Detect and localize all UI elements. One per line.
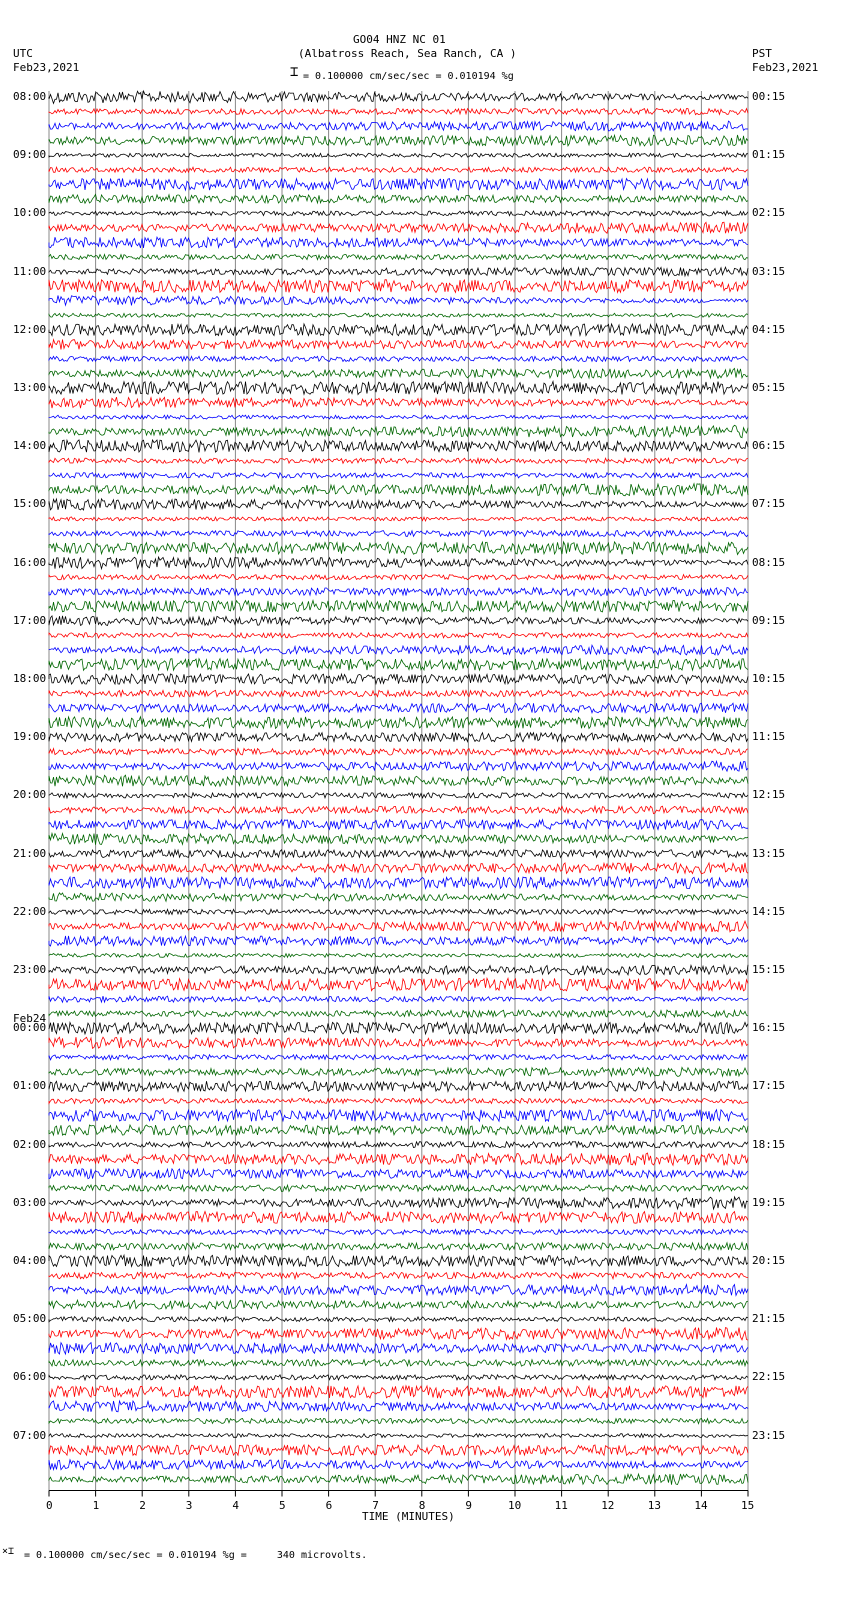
left-hour-label: 07:00 — [13, 1428, 47, 1442]
trace-25 — [49, 458, 748, 463]
left-hour-label: 19:00 — [13, 730, 47, 744]
footer-scale-text: = 0.100000 cm/sec/sec = 0.010194 %g = 340 microvolts. — [24, 1550, 368, 1561]
right-hour-label: 02:15 — [752, 206, 786, 220]
trace-30 — [49, 530, 748, 536]
scale-text: = 0.100000 cm/sec/sec = 0.010194 %g — [303, 71, 514, 82]
right-hour-label: 06:15 — [752, 439, 786, 453]
right-hour-label: 12:15 — [752, 788, 786, 802]
right-hour-label: 16:15 — [752, 1021, 786, 1035]
trace-63 — [49, 1010, 748, 1017]
trace-80 — [49, 1255, 748, 1266]
trace-88 — [49, 1375, 748, 1380]
trace-52 — [49, 850, 748, 858]
trace-87 — [49, 1360, 748, 1367]
right-hour-label: 17:15 — [752, 1079, 786, 1093]
trace-84 — [49, 1317, 748, 1322]
trace-86 — [49, 1343, 748, 1354]
x-tick-label: 7 — [372, 1498, 379, 1512]
date-change-label: Feb24 — [13, 1012, 47, 1025]
left-hour-label: 13:00 — [13, 381, 47, 394]
right-hour-label: 22:15 — [752, 1370, 786, 1384]
x-tick-label: 0 — [46, 1498, 53, 1512]
trace-4 — [49, 153, 748, 157]
trace-2 — [49, 121, 748, 131]
trace-47 — [49, 775, 748, 786]
x-tick-label: 15 — [741, 1498, 755, 1512]
left-hour-label: 04:00 — [13, 1254, 47, 1267]
left-hour-label: 02:00 — [13, 1137, 47, 1151]
trace-13 — [49, 280, 748, 293]
right-hour-label: 05:15 — [752, 381, 786, 394]
trace-27 — [49, 484, 748, 497]
trace-3 — [49, 135, 748, 146]
trace-90 — [49, 1401, 748, 1412]
left-hour-label: 06:00 — [13, 1370, 47, 1384]
left-hour-label: 15:00 — [13, 497, 47, 511]
trace-62 — [49, 996, 748, 1002]
trace-77 — [49, 1212, 748, 1224]
trace-15 — [49, 313, 748, 317]
left-hour-label: 20:00 — [13, 788, 47, 802]
trace-81 — [49, 1272, 748, 1279]
chart-title: GO04 HNZ NC 01 — [353, 33, 446, 46]
left-hour-label: 10:00 — [13, 206, 47, 220]
x-tick-label: 3 — [185, 1498, 193, 1512]
x-tick-label: 8 — [418, 1498, 426, 1512]
x-axis-label: TIME (MINUTES) — [362, 1510, 455, 1523]
trace-64 — [49, 1022, 748, 1034]
trace-83 — [49, 1300, 748, 1309]
right-hour-label: 07:15 — [752, 497, 786, 511]
left-timezone-label: UTC — [13, 47, 33, 60]
trace-89 — [49, 1386, 748, 1398]
left-hour-label: 11:00 — [13, 264, 47, 278]
trace-26 — [49, 473, 748, 478]
trace-39 — [49, 659, 748, 671]
trace-56 — [49, 909, 748, 914]
trace-32 — [49, 557, 748, 569]
trace-85 — [49, 1328, 748, 1341]
trace-29 — [49, 517, 748, 521]
trace-66 — [49, 1055, 748, 1060]
right-hour-label: 14:15 — [752, 904, 786, 918]
trace-65 — [49, 1037, 748, 1048]
trace-60 — [49, 965, 748, 975]
trace-68 — [49, 1081, 748, 1091]
trace-31 — [49, 542, 748, 555]
trace-35 — [49, 601, 748, 613]
trace-44 — [49, 733, 748, 742]
left-hour-label: 00:00 — [13, 1021, 47, 1035]
trace-71 — [49, 1125, 748, 1135]
right-date-label: Feb23,2021 — [752, 61, 819, 74]
right-hour-label: 01:15 — [752, 148, 786, 162]
trace-group — [49, 91, 748, 1485]
x-tick-label: 1 — [92, 1498, 100, 1512]
right-hour-label: 11:15 — [752, 730, 786, 744]
trace-28 — [49, 499, 748, 510]
trace-18 — [49, 356, 748, 361]
trace-50 — [49, 820, 748, 830]
trace-20 — [49, 382, 748, 395]
left-hour-label: 16:00 — [13, 555, 47, 569]
trace-78 — [49, 1229, 748, 1234]
trace-82 — [49, 1285, 748, 1296]
trace-6 — [49, 179, 748, 191]
left-hour-label: 08:00 — [13, 90, 47, 103]
trace-72 — [49, 1141, 748, 1147]
trace-22 — [49, 415, 748, 419]
trace-34 — [49, 587, 748, 596]
right-hour-label: 13:15 — [752, 846, 786, 860]
trace-46 — [49, 761, 748, 771]
trace-59 — [49, 954, 748, 958]
trace-93 — [49, 1445, 748, 1455]
scale-bar-icon: ⌶ — [290, 64, 299, 80]
x-tick-label: 12 — [601, 1498, 615, 1512]
trace-37 — [49, 633, 748, 638]
left-hour-label: 18:00 — [13, 672, 47, 685]
trace-0 — [49, 91, 748, 103]
left-hour-label: 05:00 — [13, 1312, 47, 1326]
left-hour-label: 03:00 — [13, 1195, 47, 1209]
right-hour-label: 18:15 — [752, 1137, 786, 1151]
x-tick-label: 2 — [139, 1498, 146, 1512]
trace-43 — [49, 717, 748, 729]
right-hour-label: 21:15 — [752, 1312, 786, 1326]
trace-42 — [49, 703, 748, 713]
trace-58 — [49, 936, 748, 946]
left-hour-label: 14:00 — [13, 439, 47, 453]
trace-11 — [49, 255, 748, 260]
trace-51 — [49, 833, 748, 844]
trace-67 — [49, 1067, 748, 1076]
trace-70 — [49, 1110, 748, 1122]
trace-73 — [49, 1153, 748, 1165]
trace-49 — [49, 806, 748, 814]
trace-95 — [49, 1474, 748, 1485]
trace-7 — [49, 194, 748, 203]
trace-1 — [49, 109, 748, 115]
trace-79 — [49, 1243, 748, 1251]
right-hour-label: 08:15 — [752, 555, 786, 569]
trace-10 — [49, 237, 748, 248]
trace-41 — [49, 690, 748, 697]
x-tick-label: 9 — [465, 1498, 473, 1512]
trace-61 — [49, 978, 748, 991]
trace-16 — [49, 324, 748, 336]
trace-12 — [49, 267, 748, 276]
right-hour-label: 23:15 — [752, 1428, 786, 1442]
left-hour-label: 17:00 — [13, 613, 47, 627]
left-hour-label: 21:00 — [13, 846, 47, 860]
right-hour-label: 04:15 — [752, 322, 786, 336]
right-hour-label: 10:15 — [752, 672, 786, 685]
trace-38 — [49, 645, 748, 655]
trace-17 — [49, 340, 748, 350]
trace-55 — [49, 893, 748, 902]
trace-21 — [49, 397, 748, 408]
trace-36 — [49, 616, 748, 626]
right-hour-label: 00:15 — [752, 90, 786, 103]
trace-5 — [49, 167, 748, 172]
trace-92 — [49, 1434, 748, 1438]
trace-9 — [49, 222, 748, 233]
right-timezone-label: PST — [752, 47, 772, 60]
right-hour-label: 15:15 — [752, 963, 786, 976]
left-hour-label: 09:00 — [13, 148, 47, 162]
trace-48 — [49, 793, 748, 798]
footer-scale-icon: ⨯⌶ — [2, 1546, 15, 1557]
trace-33 — [49, 575, 748, 580]
x-tick-label: 13 — [647, 1498, 662, 1512]
x-tick-label: 14 — [694, 1498, 708, 1512]
x-tick-label: 11 — [554, 1498, 568, 1512]
trace-8 — [49, 211, 748, 216]
trace-19 — [49, 368, 748, 378]
trace-45 — [49, 749, 748, 756]
trace-75 — [49, 1185, 748, 1192]
left-hour-label: 01:00 — [13, 1079, 47, 1093]
right-hour-label: 03:15 — [752, 264, 786, 278]
left-date-label: Feb23,2021 — [13, 61, 80, 74]
trace-76 — [49, 1197, 748, 1209]
right-hour-label: 20:15 — [752, 1254, 786, 1267]
trace-94 — [49, 1460, 748, 1470]
trace-40 — [49, 674, 748, 684]
left-hour-label: 12:00 — [13, 322, 47, 336]
time-axis — [49, 1491, 748, 1497]
x-tick-label: 10 — [508, 1498, 522, 1512]
x-tick-label: 5 — [279, 1498, 286, 1512]
trace-91 — [49, 1419, 748, 1424]
chart-subtitle: (Albatross Reach, Sea Ranch, CA ) — [298, 47, 517, 60]
trace-74 — [49, 1169, 748, 1179]
trace-14 — [49, 296, 748, 306]
trace-53 — [49, 863, 748, 874]
left-hour-label: 23:00 — [13, 963, 47, 976]
trace-24 — [49, 440, 748, 453]
right-hour-label: 19:15 — [752, 1195, 786, 1209]
x-tick-label: 6 — [325, 1498, 333, 1512]
trace-57 — [49, 921, 748, 932]
left-hour-label: 22:00 — [13, 904, 47, 918]
trace-69 — [49, 1098, 748, 1103]
trace-54 — [49, 877, 748, 889]
x-tick-label: 4 — [232, 1498, 240, 1512]
right-hour-label: 09:15 — [752, 613, 786, 627]
trace-23 — [49, 425, 748, 437]
